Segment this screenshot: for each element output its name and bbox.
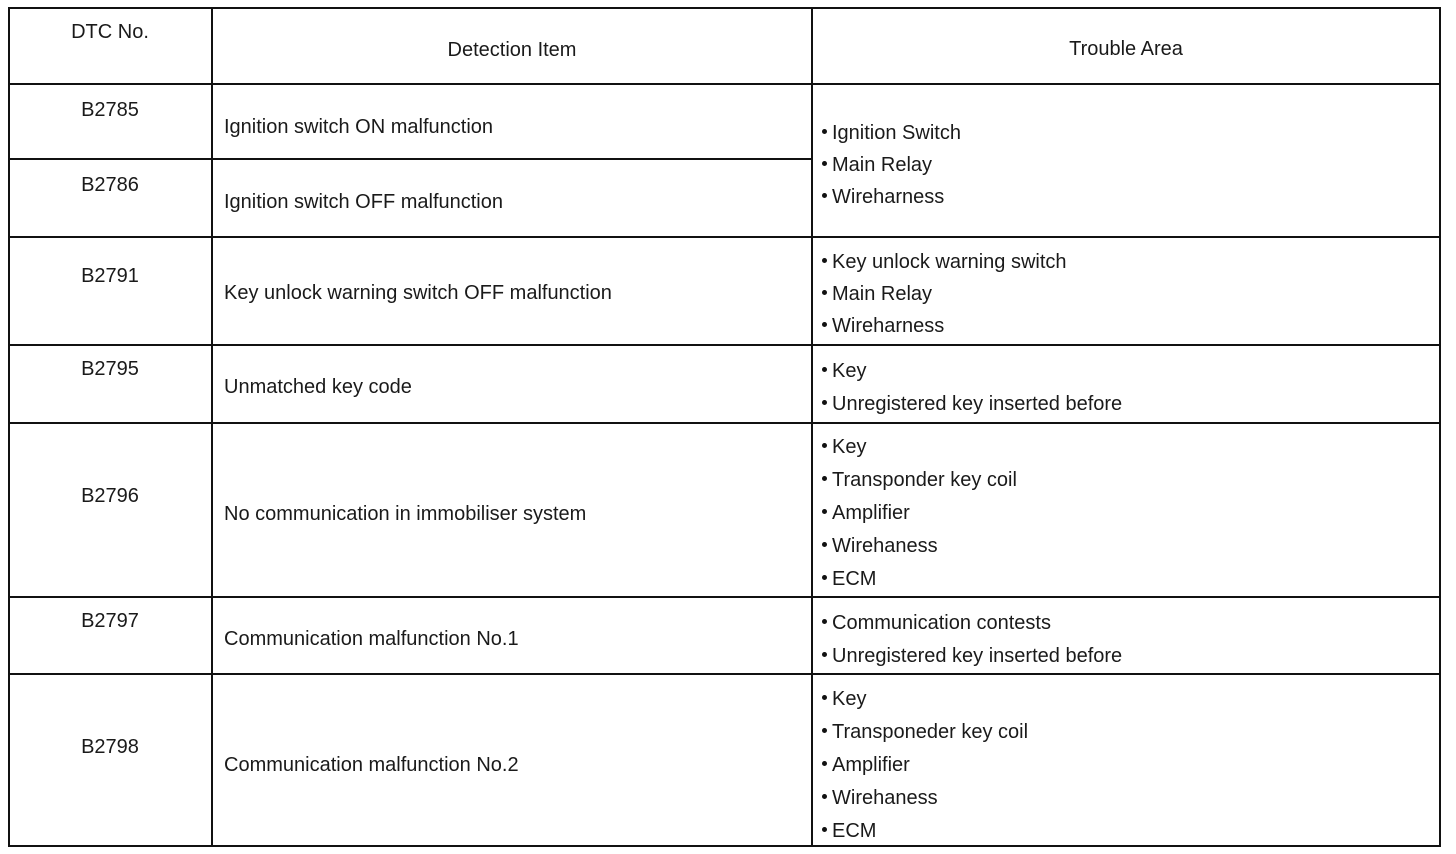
trouble-area-item: Wirehaness bbox=[822, 786, 1028, 819]
table-border-right bbox=[1439, 7, 1441, 847]
header-detection-item: Detection Item bbox=[447, 39, 577, 61]
trouble-area-item: Main Relay bbox=[822, 153, 961, 185]
trouble-area-item: Main Relay bbox=[822, 282, 1067, 314]
trouble-area-item: Key bbox=[822, 359, 1122, 392]
trouble-area-item: Key unlock warning switch bbox=[822, 250, 1067, 282]
row-separator bbox=[8, 344, 1441, 346]
trouble-area-list bbox=[822, 121, 961, 217]
bullet-icon bbox=[822, 258, 827, 263]
dtc-code: B2797 bbox=[81, 610, 139, 632]
detection-item: Unmatched key code bbox=[224, 376, 412, 398]
row-separator bbox=[8, 236, 1441, 238]
row-separator bbox=[8, 158, 813, 160]
bullet-icon bbox=[822, 652, 827, 657]
table-border-bottom bbox=[8, 845, 1441, 847]
dtc-code: B2795 bbox=[81, 358, 139, 380]
bullet-icon bbox=[822, 161, 827, 166]
bullet-icon bbox=[822, 542, 827, 547]
trouble-area-item: Key bbox=[822, 435, 1017, 468]
trouble-area-item: Transponder key coil bbox=[822, 468, 1017, 501]
bullet-icon bbox=[822, 509, 827, 514]
dtc-code: B2785 bbox=[81, 99, 139, 121]
row-separator bbox=[8, 673, 1441, 675]
trouble-area-item: ECM bbox=[822, 819, 1028, 852]
trouble-area-list bbox=[822, 687, 1028, 852]
trouble-area-item: Transponeder key coil bbox=[822, 720, 1028, 753]
bullet-icon bbox=[822, 290, 827, 295]
bullet-icon bbox=[822, 575, 827, 580]
trouble-area-item: Communication contests bbox=[822, 611, 1122, 644]
detection-item: Communication malfunction No.2 bbox=[224, 754, 519, 776]
trouble-area-item: Wirehaness bbox=[822, 534, 1017, 567]
header-separator bbox=[8, 83, 1441, 85]
table-border-top bbox=[8, 7, 1441, 9]
detection-item: Communication malfunction No.1 bbox=[224, 628, 519, 650]
trouble-area-list bbox=[822, 359, 1122, 425]
trouble-area-item: Amplifier bbox=[822, 753, 1028, 786]
bullet-icon bbox=[822, 728, 827, 733]
column-divider-1 bbox=[211, 7, 213, 847]
dtc-code: B2786 bbox=[81, 174, 139, 196]
bullet-icon bbox=[822, 193, 827, 198]
trouble-area-list bbox=[822, 611, 1122, 677]
bullet-icon bbox=[822, 476, 827, 481]
column-divider-2 bbox=[811, 7, 813, 847]
trouble-area-item: Wireharness bbox=[822, 185, 961, 217]
trouble-area-item: Key bbox=[822, 687, 1028, 720]
table-border-left bbox=[8, 7, 10, 847]
trouble-area-list bbox=[822, 250, 1067, 346]
bullet-icon bbox=[822, 827, 827, 832]
trouble-area-item: Unregistered key inserted before bbox=[822, 392, 1122, 425]
bullet-icon bbox=[822, 619, 827, 624]
header-trouble-area: Trouble Area bbox=[1069, 38, 1183, 60]
bullet-icon bbox=[822, 761, 827, 766]
bullet-icon bbox=[822, 400, 827, 405]
trouble-area-item: Wireharness bbox=[822, 314, 1067, 346]
detection-item: Ignition switch ON malfunction bbox=[224, 116, 494, 138]
detection-item: Key unlock warning switch OFF malfunction bbox=[224, 282, 612, 304]
dtc-code: B2796 bbox=[81, 485, 139, 507]
row-separator bbox=[8, 596, 1441, 598]
bullet-icon bbox=[822, 794, 827, 799]
dtc-code: B2798 bbox=[81, 736, 139, 758]
dtc-code: B2791 bbox=[81, 265, 139, 287]
header-dtc-no: DTC No. bbox=[71, 21, 149, 43]
trouble-area-item: Unregistered key inserted before bbox=[822, 644, 1122, 677]
bullet-icon bbox=[822, 322, 827, 327]
trouble-area-item: ECM bbox=[822, 567, 1017, 600]
trouble-area-item: Ignition Switch bbox=[822, 121, 961, 153]
bullet-icon bbox=[822, 367, 827, 372]
row-separator bbox=[8, 422, 1441, 424]
detection-item: Ignition switch OFF malfunction bbox=[224, 191, 503, 213]
bullet-icon bbox=[822, 695, 827, 700]
bullet-icon bbox=[822, 129, 827, 134]
trouble-area-item: Amplifier bbox=[822, 501, 1017, 534]
bullet-icon bbox=[822, 443, 827, 448]
detection-item: No communication in immobiliser system bbox=[224, 503, 587, 525]
trouble-area-list bbox=[822, 435, 1017, 600]
